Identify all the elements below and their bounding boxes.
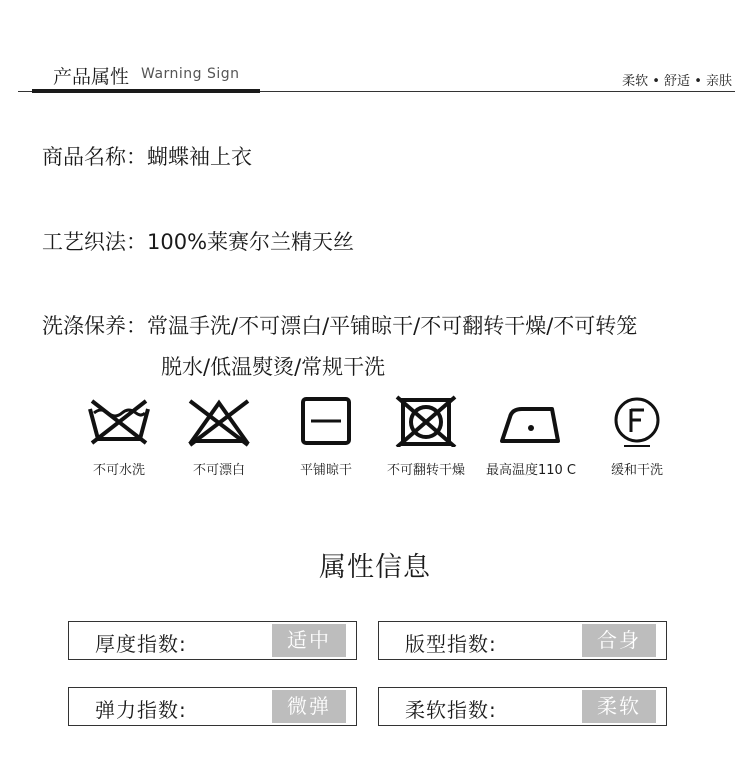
care-row bbox=[42, 310, 637, 340]
header-subtitle: Warning Sign bbox=[141, 66, 240, 82]
care-icon-item bbox=[582, 395, 692, 478]
craft-label: 工艺织法： bbox=[42, 230, 147, 254]
thickness-label: 厚度指数: bbox=[95, 632, 187, 656]
care-icons bbox=[0, 395, 750, 505]
header bbox=[0, 0, 750, 100]
header-accent-bar bbox=[32, 89, 260, 93]
thickness-value: 适中 bbox=[272, 624, 346, 657]
care-icon-label: 缓和干洗 bbox=[610, 463, 663, 478]
care-value-line1: 常温手洗/不可漂白/平铺晾干/不可翻转干燥/不可转笼 bbox=[147, 314, 638, 338]
softness-label: 柔软指数: bbox=[405, 698, 497, 722]
fit-box bbox=[378, 621, 667, 660]
fit-label: 版型指数: bbox=[405, 632, 497, 656]
care-icon-item bbox=[271, 395, 381, 478]
product-name-row bbox=[42, 141, 252, 171]
dry-clean-icon bbox=[602, 395, 672, 447]
care-icon-item bbox=[64, 395, 174, 478]
care-icon-item bbox=[476, 395, 586, 478]
care-icon-item bbox=[164, 395, 274, 478]
header-tagline: 柔软 • 舒适 • 亲肤 bbox=[622, 74, 732, 89]
product-name-value: 蝴蝶袖上衣 bbox=[147, 145, 252, 169]
care-icon-label: 最高温度110 C bbox=[485, 463, 577, 478]
elasticity-value: 微弹 bbox=[272, 690, 346, 723]
fit-value: 合身 bbox=[582, 624, 656, 657]
no-tumble-dry-icon bbox=[391, 395, 461, 447]
iron-icon bbox=[496, 395, 566, 447]
no-bleach-icon bbox=[184, 395, 254, 447]
product-name-label: 商品名称： bbox=[42, 145, 147, 169]
elasticity-label: 弹力指数: bbox=[95, 698, 187, 722]
thickness-box bbox=[68, 621, 357, 660]
header-title: 产品属性 bbox=[53, 66, 130, 88]
care-value-line2: 脱水/低温熨烫/常规干洗 bbox=[161, 355, 386, 379]
care-label: 洗涤保养： bbox=[42, 314, 147, 338]
softness-box bbox=[378, 687, 667, 726]
craft-value: 100%莱赛尔兰精天丝 bbox=[147, 230, 355, 254]
care-icon-label: 不可水洗 bbox=[92, 463, 145, 478]
craft-row bbox=[42, 226, 354, 256]
elasticity-box bbox=[68, 687, 357, 726]
flat-dry-icon bbox=[291, 395, 361, 447]
no-wash-icon bbox=[84, 395, 154, 447]
care-icon-label: 不可漂白 bbox=[192, 463, 245, 478]
care-icon-item bbox=[371, 395, 481, 478]
care-icon-label: 平铺晾干 bbox=[299, 463, 352, 478]
attributes-title: 属性信息 bbox=[319, 552, 431, 583]
softness-value: 柔软 bbox=[582, 690, 656, 723]
care-icon-label: 不可翻转干燥 bbox=[386, 463, 465, 478]
